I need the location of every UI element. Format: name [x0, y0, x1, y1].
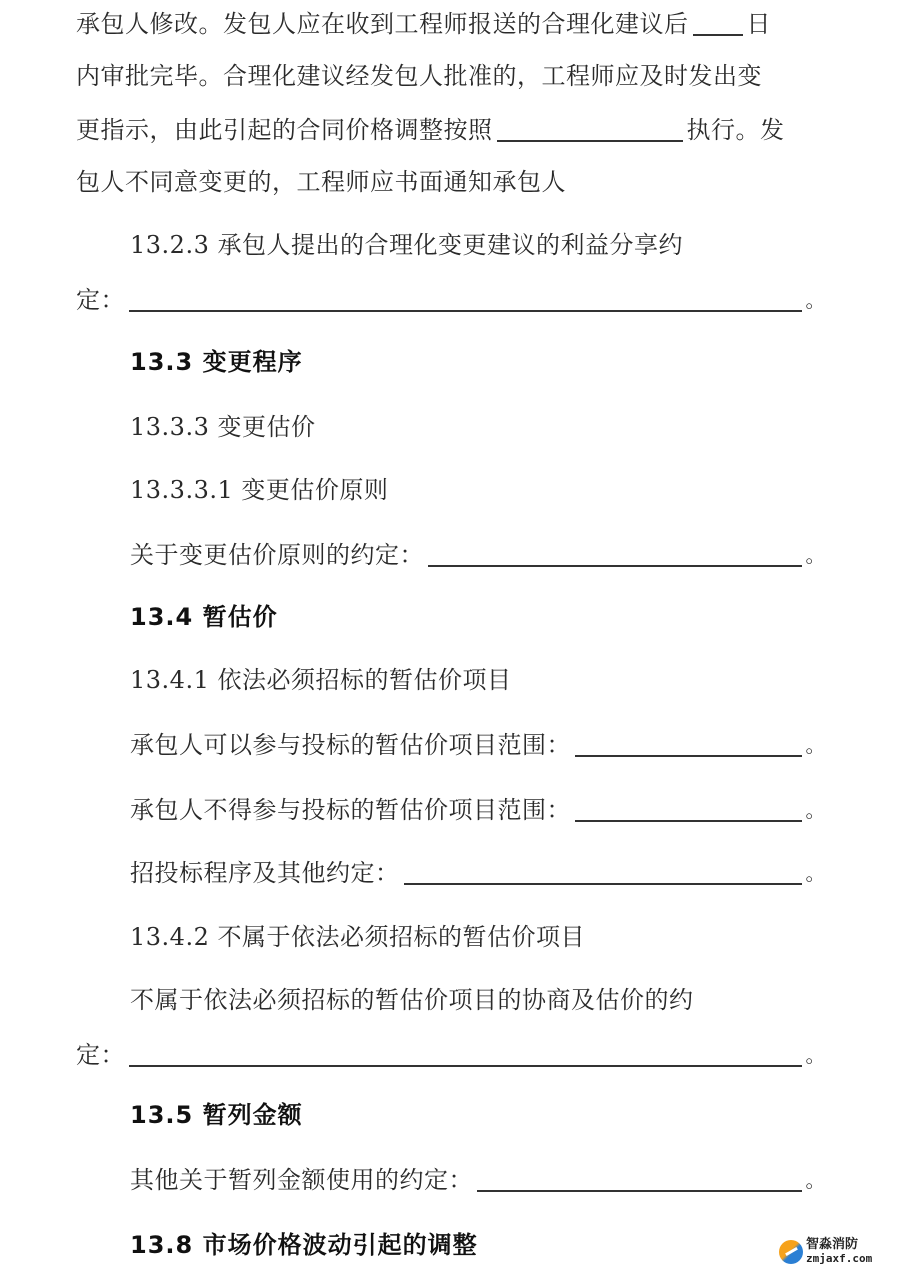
section-13-3-heading: 13.3 变更程序	[130, 348, 303, 376]
negotiation-valuation-blank-field[interactable]	[129, 1035, 802, 1067]
may-not-bid-scope-label: 承包人不得参与投标的暂估价项目范围：	[130, 796, 571, 824]
section-13-4-1-field2-row	[130, 790, 826, 830]
watermark-text	[806, 1238, 872, 1266]
section-13-4-1-heading: 13.4.1 依法必须招标的暂估价项目	[130, 666, 512, 694]
para1-line3-before: 更指示，由此引起的合同价格调整按照	[76, 116, 493, 144]
benefit-sharing-blank-field[interactable]	[129, 280, 802, 312]
para1-line3-after: 执行。发	[686, 116, 785, 144]
period: 。	[805, 733, 826, 757]
section-13-4-1-field1-row	[130, 725, 826, 765]
days-blank-field[interactable]	[693, 4, 743, 36]
section-13-2-3-line2	[76, 280, 826, 320]
period: 。	[805, 861, 826, 885]
section-13-3-3-heading: 13.3.3 变更估价	[130, 413, 316, 441]
section-13-4-2-line1: 不属于依法必须招标的暂估价项目的协商及估价的约	[130, 986, 694, 1014]
section-13-2-3-line1: 13.2.3 承包人提出的合理化变更建议的利益分享约	[130, 231, 683, 259]
zmjaxf-logo-icon	[779, 1240, 803, 1264]
bidding-procedure-label: 招投标程序及其他约定：	[130, 859, 400, 887]
para1-line1	[76, 4, 826, 44]
para1-line1-after: 日	[746, 10, 771, 38]
section-13-2-3-label: 定：	[76, 286, 125, 314]
section-13-4-2-heading: 13.4.2 不属于依法必须招标的暂估价项目	[130, 923, 585, 951]
section-13-5-heading: 13.5 暂列金额	[130, 1101, 303, 1129]
para1-line3	[76, 110, 826, 150]
period: 。	[805, 1043, 826, 1067]
section-13-3-3-1-field-row	[130, 535, 826, 575]
watermark	[779, 1232, 899, 1272]
valuation-principle-label: 关于变更估价原则的约定：	[130, 541, 424, 569]
may-bid-scope-label: 承包人可以参与投标的暂估价项目范围：	[130, 731, 571, 759]
may-not-bid-scope-blank-field[interactable]	[575, 790, 802, 822]
section-13-8-heading: 13.8 市场价格波动引起的调整	[130, 1231, 478, 1259]
section-13-4-2-label: 定：	[76, 1041, 125, 1069]
provisional-sum-label: 其他关于暂列金额使用的约定：	[130, 1166, 473, 1194]
provisional-sum-blank-field[interactable]	[477, 1160, 802, 1192]
may-bid-scope-blank-field[interactable]	[575, 725, 802, 757]
period: 。	[805, 288, 826, 312]
valuation-principle-blank-field[interactable]	[428, 535, 802, 567]
section-13-3-3-1-heading: 13.3.3.1 变更估价原则	[130, 476, 389, 504]
watermark-name: 智淼消防	[806, 1237, 859, 1252]
para1-line2: 内审批完毕。合理化建议经发包人批准的，工程师应及时发出变	[76, 62, 762, 90]
section-13-4-1-field3-row	[130, 853, 826, 893]
period: 。	[805, 1168, 826, 1192]
section-13-4-2-line2	[76, 1035, 826, 1075]
price-adjustment-blank-field[interactable]	[497, 110, 683, 142]
section-13-4-heading: 13.4 暂估价	[130, 603, 278, 631]
para1-line1-text: 承包人修改。发包人应在收到工程师报送的合理化建议后	[76, 10, 689, 38]
watermark-url: zmjaxf.com	[806, 1252, 873, 1265]
period: 。	[805, 798, 826, 822]
section-13-5-field-row	[130, 1160, 826, 1200]
bidding-procedure-blank-field[interactable]	[404, 853, 802, 885]
period: 。	[805, 543, 826, 567]
para1-line4: 包人不同意变更的，工程师应书面通知承包人	[76, 168, 566, 196]
